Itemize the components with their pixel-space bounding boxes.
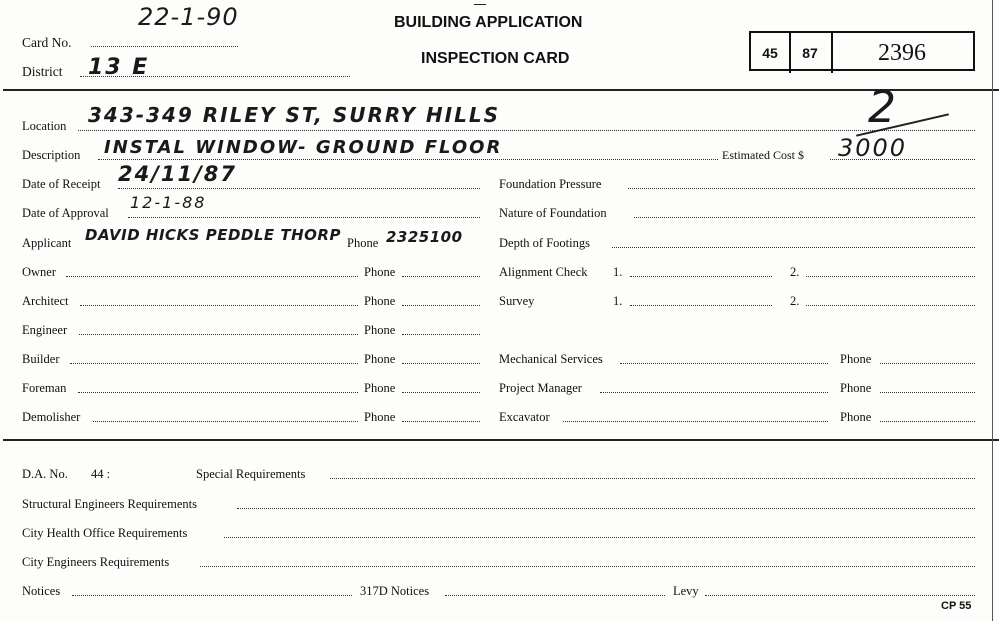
architect-phone-label: Phone (364, 294, 396, 308)
demolisher-phone-label: Phone (364, 410, 396, 424)
requirements-rule (3, 439, 999, 441)
card-number-box (749, 31, 975, 71)
excavator-label: Excavator (499, 410, 550, 424)
survey-num-1: 1. (613, 294, 623, 308)
survey-label: Survey (499, 294, 535, 308)
excavator-phone-label: Phone (840, 410, 872, 424)
box-value-3: 2396 (878, 39, 926, 66)
district-label: District (22, 64, 63, 79)
card-no-value: 22-1-90 (138, 3, 239, 31)
survey-dots-2 (806, 305, 975, 306)
structural-engineers-dots (237, 508, 975, 509)
engineer-phone-dots (402, 334, 480, 335)
nature-of-foundation-dots (634, 217, 975, 218)
depth-of-footings-dots (612, 247, 975, 248)
form-code: CP 55 (941, 600, 972, 612)
excavator-dots (563, 421, 828, 422)
architect-phone-dots (402, 305, 480, 306)
mechanical-services-phone-dots (880, 363, 975, 364)
description-label: Description (22, 148, 81, 162)
location-value: 343-349 RILEY ST, SURRY HILLS (88, 103, 500, 127)
mechanical-services-dots (620, 363, 828, 364)
engineer-dots (79, 334, 358, 335)
alignment-check-label: Alignment Check (499, 265, 588, 279)
city-engineers-dots (200, 566, 975, 567)
levy-dots (705, 595, 975, 596)
engineer-label: Engineer (22, 323, 68, 337)
location-dots (78, 130, 975, 131)
city-health-label: City Health Office Requirements (22, 526, 188, 540)
applicant-value: DAVID HICKS PEDDLE THORP (85, 226, 341, 244)
engineer-phone-label: Phone (364, 323, 396, 337)
applicant-phone-label: Phone (347, 236, 379, 250)
date-of-receipt-label: Date of Receipt (22, 177, 101, 191)
builder-phone-dots (402, 363, 480, 364)
card-no-label: Card No. (22, 35, 72, 50)
architect-dots (80, 305, 358, 306)
alignment-check-num-2: 2. (790, 265, 800, 279)
city-engineers-label: City Engineers Requirements (22, 555, 170, 569)
date-of-receipt-value: 24/11/87 (118, 162, 238, 186)
demolisher-dots (93, 421, 358, 422)
levy-label: Levy (673, 584, 699, 598)
foreman-phone-dots (402, 392, 480, 393)
project-manager-label: Project Manager (499, 381, 582, 395)
owner-label: Owner (22, 265, 57, 279)
date-of-approval-value: 12-1-88 (130, 193, 207, 212)
da-no-label: D.A. No. (22, 467, 68, 481)
owner-phone-label: Phone (364, 265, 396, 279)
foreman-phone-label: Phone (364, 381, 396, 395)
district-value: 13 E (88, 55, 150, 80)
da-no-value: 44 : (91, 467, 111, 481)
foundation-pressure-label: Foundation Pressure (499, 177, 602, 191)
alignment-check-num-1: 1. (613, 265, 623, 279)
date-of-receipt-dots (118, 188, 480, 189)
alignment-check-dots-2 (806, 276, 975, 277)
scan-edge (992, 0, 993, 621)
title-line2: INSPECTION CARD (421, 50, 570, 67)
title-line1: BUILDING APPLICATION (394, 14, 583, 31)
title-tick-mark (474, 4, 486, 5)
date-of-approval-dots (128, 217, 480, 218)
project-manager-phone-dots (880, 392, 975, 393)
mechanical-services-label: Mechanical Services (499, 352, 603, 366)
city-health-dots (224, 537, 975, 538)
date-of-approval-label: Date of Approval (22, 206, 109, 220)
project-manager-dots (600, 392, 828, 393)
special-requirements-dots (330, 478, 975, 479)
card-no-dots (91, 46, 238, 47)
header-rule (3, 89, 999, 91)
foreman-label: Foreman (22, 381, 67, 395)
demolisher-phone-dots (402, 421, 480, 422)
excavator-phone-dots (880, 421, 975, 422)
estimated-cost-value: 3000 (838, 134, 908, 162)
special-requirements-label: Special Requirements (196, 467, 306, 481)
description-value: INSTAL WINDOW- GROUND FLOOR (104, 137, 503, 158)
estimated-cost-correction: 2 (868, 82, 896, 133)
owner-phone-dots (402, 276, 480, 277)
depth-of-footings-label: Depth of Footings (499, 236, 590, 250)
description-dots (98, 159, 718, 160)
foreman-dots (78, 392, 358, 393)
builder-dots (70, 363, 358, 364)
builder-label: Builder (22, 352, 60, 366)
notices-label: Notices (22, 584, 61, 598)
applicant-phone-value: 2325100 (386, 228, 463, 246)
nature-of-foundation-label: Nature of Foundation (499, 206, 607, 220)
mechanical-services-phone-label: Phone (840, 352, 872, 366)
alignment-check-dots-1 (630, 276, 772, 277)
foundation-pressure-dots (628, 188, 975, 189)
box-value-2: 87 (789, 33, 833, 73)
project-manager-phone-label: Phone (840, 381, 872, 395)
survey-num-2: 2. (790, 294, 800, 308)
notices-dots (72, 595, 352, 596)
survey-dots-1 (630, 305, 772, 306)
notices-317d-dots (445, 595, 665, 596)
notices-317d-label: 317D Notices (360, 584, 430, 598)
owner-dots (66, 276, 358, 277)
applicant-label: Applicant (22, 236, 72, 250)
builder-phone-label: Phone (364, 352, 396, 366)
demolisher-label: Demolisher (22, 410, 81, 424)
structural-engineers-label: Structural Engineers Requirements (22, 497, 197, 511)
estimated-cost-label: Estimated Cost $ (722, 148, 804, 162)
box-value-1: 45 (751, 33, 791, 73)
location-label: Location (22, 119, 67, 133)
architect-label: Architect (22, 294, 69, 308)
